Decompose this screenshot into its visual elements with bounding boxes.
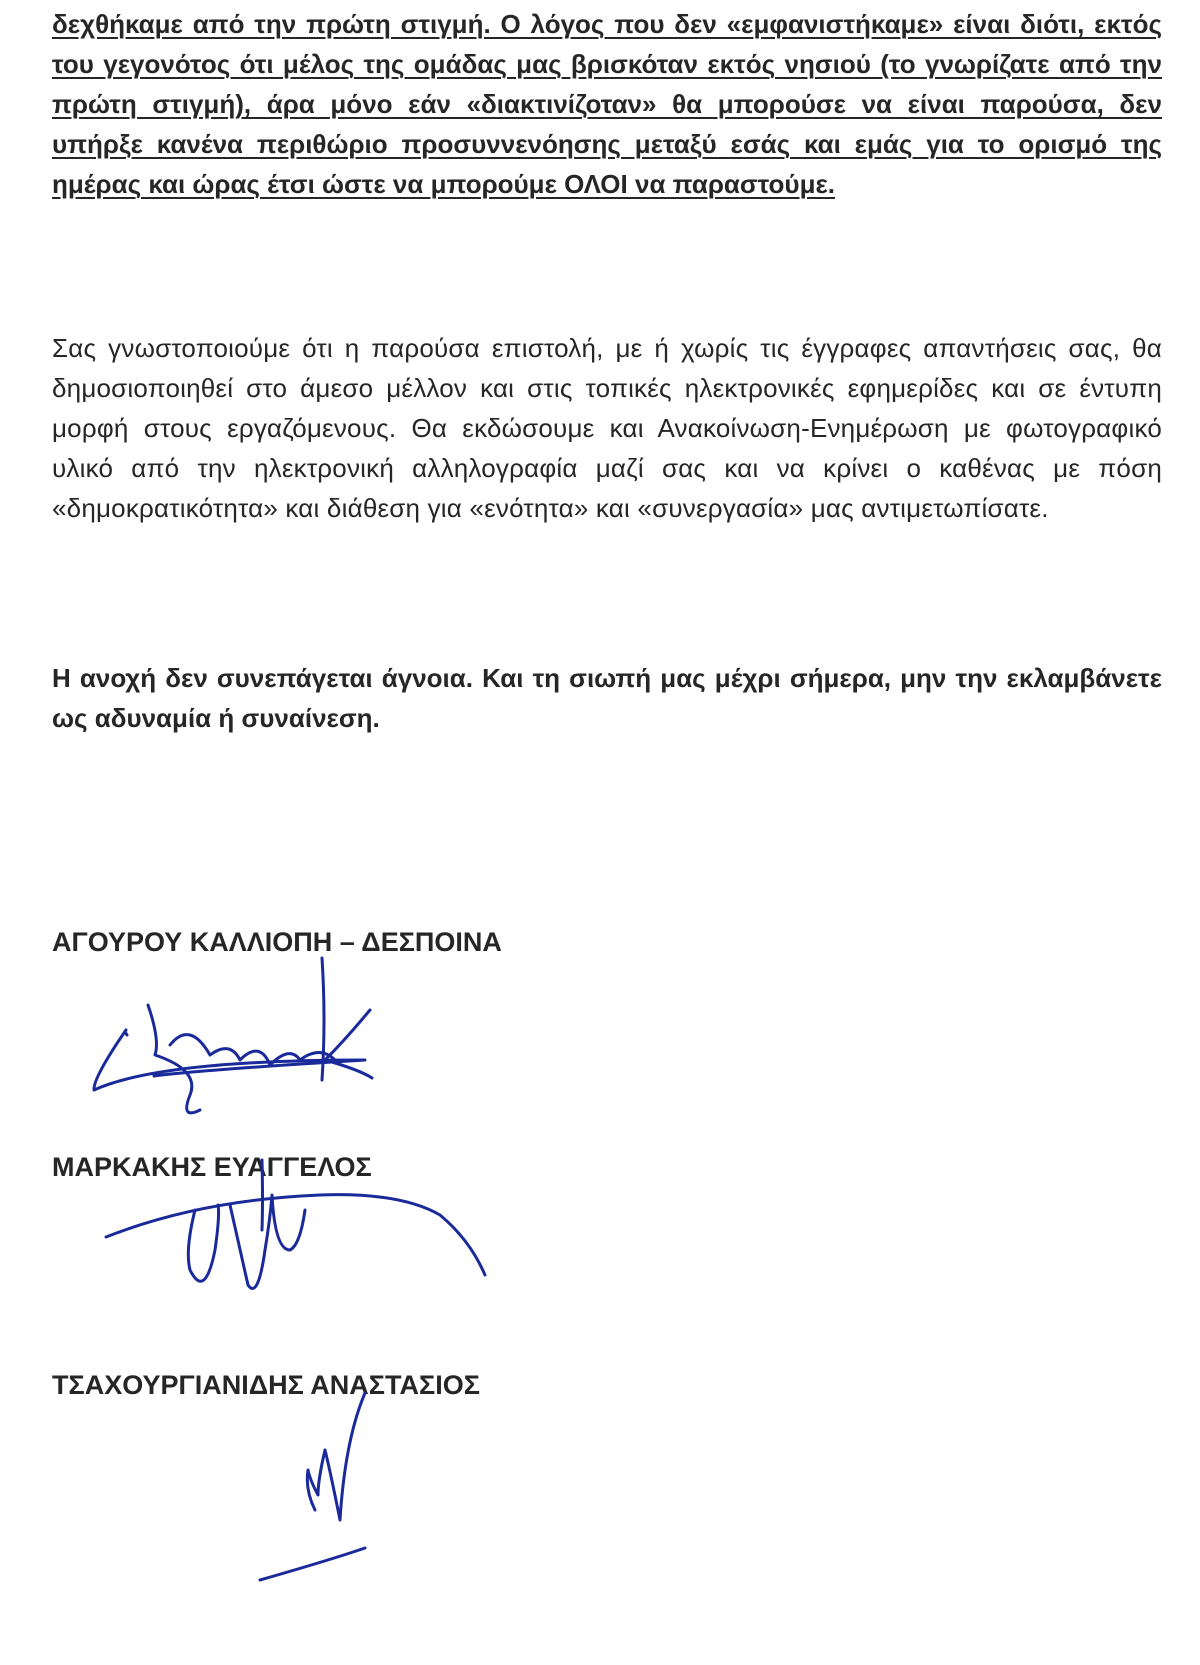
signer-name-3: ΤΣΑΧΟΥΡΓΙΑΝΙΔΗΣ ΑΝΑΣΤΑΣΙΟΣ: [52, 1370, 480, 1400]
signature-1: [94, 958, 372, 1113]
signer-name-2: ΜΑΡΚΑΚΗΣ ΕΥΑΓΓΕΛΟΣ: [52, 1152, 372, 1182]
underlined-paragraph-text: δεχθήκαμε από την πρώτη στιγμή. Ο λόγος που δεν «εμφανιστήκαμε» είναι διότι, εκτός του γεγονότος ότι μέλος της ομάδας μας βρισκόταν εκτός νησιού (το γνωρίζατε από την πρώτη στιγμή), άρα μόνο εάν «διακτινίζοταν» θα μπορούσε να είναι παρούσα, δεν υπήρξε κανένα περιθώριο προσυννενόησης μεταξύ εσάς και εμάς για το ορισμό της ημέρας και ώρας έτσι ώστε να μπορούμε ΟΛΟΙ να παραστούμε.: [52, 9, 1162, 199]
closing-paragraph: Η ανοχή δεν συνεπάγεται άγνοια. Και τη σιωπή μας μέχρι σήμερα, μην την εκλαμβάνετε ως αδυναμία ή συναίνεση.: [52, 663, 1162, 733]
notice-paragraph: Σας γνωστοποιούμε ότι η παρούσα επιστολή, με ή χωρίς τις έγγραφες απαντήσεις σας, θα δημοσιοποιηθεί στο άμεσο μέλλον και στις τοπικές ηλεκτρονικές εφημερίδες και σε έντυπη μορφή στους εργαζόμενους. Θα εκδώσουμε και Ανακοίνωση-Ενημέρωση με φωτογραφικό υλικό από την ηλεκτρονική αλληλογραφία μαζί σας και να κρίνει ο καθένας με πόση «δημοκρατικότητα» και διάθεση για «ενότητα» και «συνεργασία» μας αντιμετωπίσατε.: [52, 333, 1162, 523]
underlined-paragraph: [52, 4, 1162, 204]
signature-3: [260, 1393, 365, 1580]
signer-name-1: ΑΓΟΥΡΟΥ ΚΑΛΛΙΟΠΗ – ΔΕΣΠΟΙΝΑ: [52, 927, 502, 957]
